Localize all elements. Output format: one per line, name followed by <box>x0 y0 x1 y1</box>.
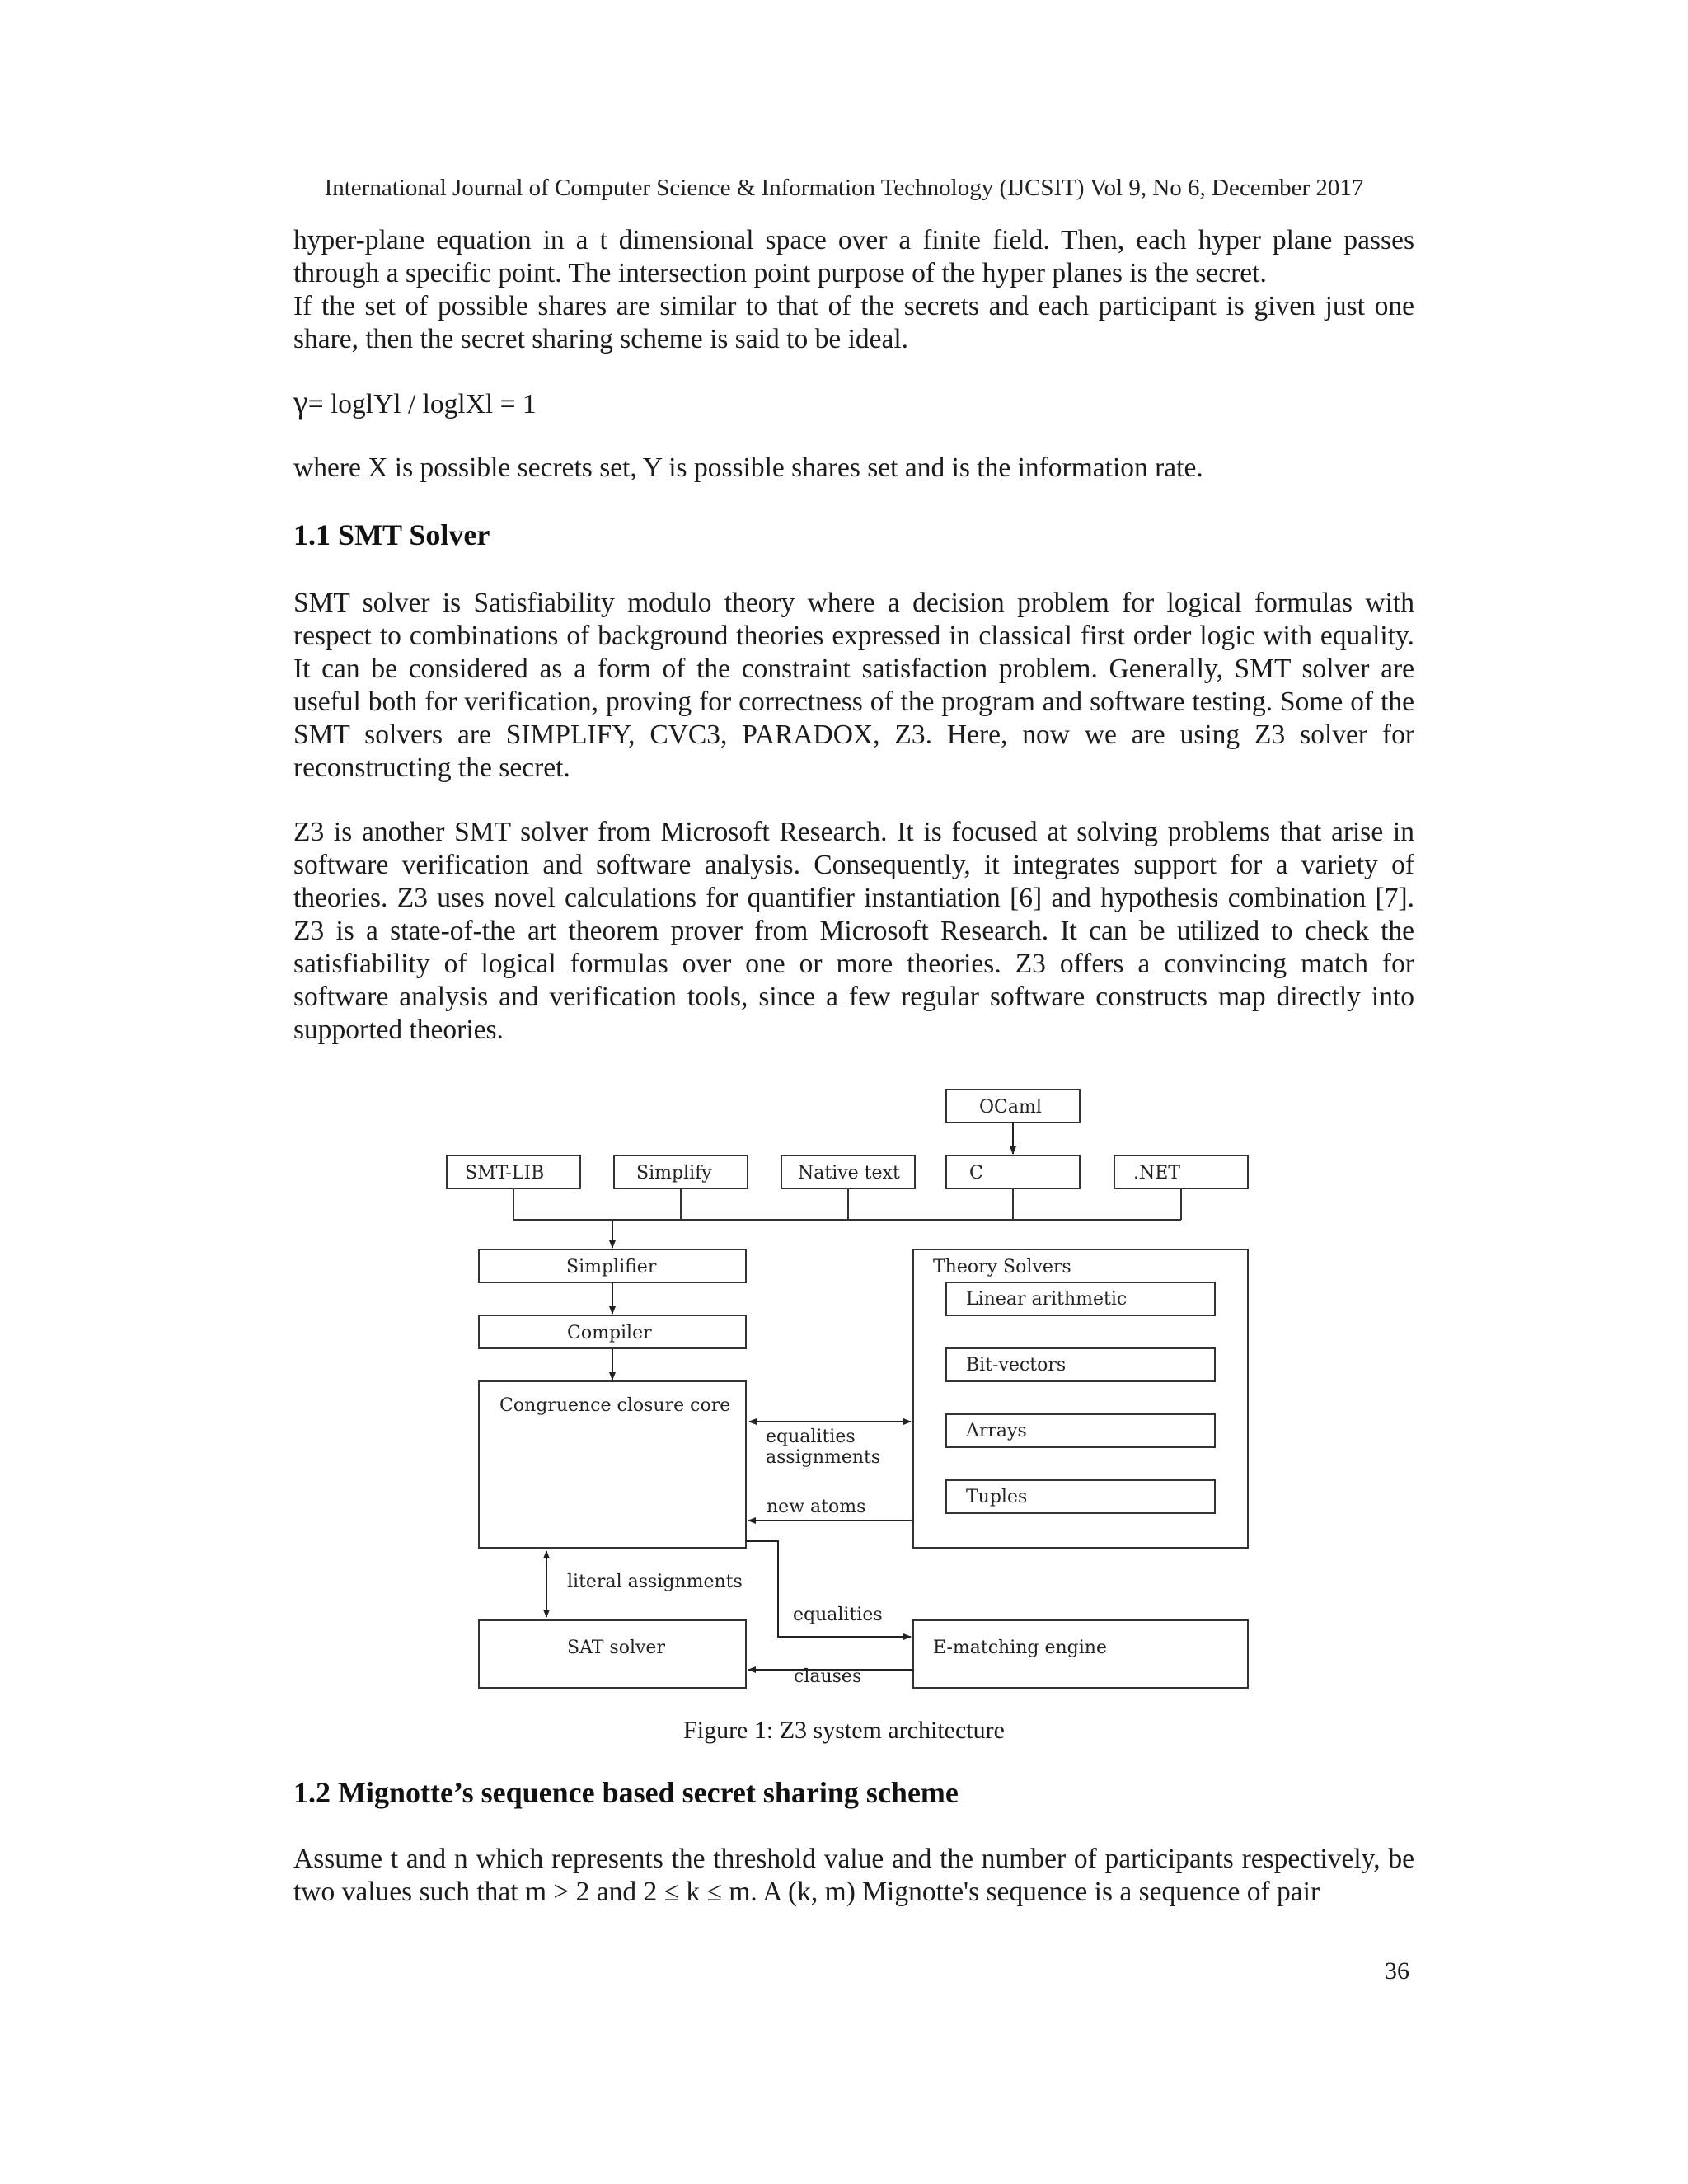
mignotte-paragraph: Assume t and n which represents the threshold value and the number of participants respectively, be two values such that m > 2 and 2 ≤ k ≤ m. A (k, m) Mignotte's sequence is a sequence of pair <box>293 1844 1414 1907</box>
input-label-native-text: Native text <box>798 1163 900 1183</box>
compiler-label: Compiler <box>567 1323 652 1343</box>
ematching-engine-label: E-matching engine <box>933 1638 1107 1658</box>
smt-paragraph-2: Z3 is another SMT solver from Microsoft Research. It is focused at solving problems that arise in software verification and software analysis. Consequently, it integrates support for a variety of theories. Z3 uses novel calculations for quantifier instantiation [6] and hypothesis combination [7]. Z3 is a state-of-the art theorem prover from Microsoft Research. It can be utilized to check the satisfiability of logical formulas over one or more theories. Z3 offers a convincing match for software analysis and verification tools, since a few regular software constructs map directly into supported theories. <box>293 817 1414 1045</box>
edge-label-literal-assignments: literal assignments <box>567 1572 743 1592</box>
theory-label-bit-vectors: Bit-vectors <box>966 1355 1067 1376</box>
formula-note: where X is possible secrets set, Y is possible shares set and is the information rate. <box>293 452 1203 483</box>
intro-paragraph-2: If the set of possible shares are similar to that of the secrets and each participant is given just one share, then the secret sharing scheme is said to be ideal. <box>293 291 1414 354</box>
section-title-mignotte: 1.2 Mignotte’s sequence based secret sharing scheme <box>293 1776 959 1809</box>
section-title-smt-solver: 1.1 SMT Solver <box>293 518 490 551</box>
edge-label-equalities-2: equalities <box>793 1605 883 1625</box>
page-number: 36 <box>1385 1957 1409 1985</box>
information-rate-formula <box>293 383 537 421</box>
journal-header: International Journal of Computer Science & Information Technology (IJCSIT) Vol 9, No 6, December 2017 <box>324 175 1364 201</box>
edge-label-clauses: clauses <box>794 1666 862 1687</box>
edge-label-equalities: equalities <box>766 1427 856 1447</box>
ocaml-label: OCaml <box>979 1097 1042 1118</box>
formula-expression: = loglYl / loglXl = 1 <box>307 389 537 419</box>
input-box-c <box>946 1155 1080 1188</box>
input-label-smt-lib: SMT-LIB <box>465 1163 545 1183</box>
theory-label-linear-arithmetic: Linear arithmetic <box>966 1289 1128 1310</box>
z3-architecture-figure <box>437 1071 1269 1698</box>
edge-label-new-atoms: new atoms <box>767 1497 866 1517</box>
input-label-simplify: Simplify <box>636 1163 712 1183</box>
intro-paragraph-1: hyper-plane equation in a t dimensional space over a finite field. Then, each hyper plane passes through a specific point. The intersection point purpose of the hyper planes is the secret. <box>293 225 1414 288</box>
sat-solver-label: SAT solver <box>567 1638 665 1658</box>
congruence-core-label: Congruence closure core <box>499 1395 731 1416</box>
input-label-c: C <box>969 1163 983 1183</box>
edge-label-assignments: assignments <box>766 1447 881 1468</box>
input-label-dotnet: .NET <box>1133 1163 1180 1183</box>
intro-text <box>293 224 1414 356</box>
figure-caption: Figure 1: Z3 system architecture <box>683 1717 1005 1744</box>
theory-label-arrays: Arrays <box>966 1421 1027 1441</box>
gamma-symbol: γ <box>293 383 308 420</box>
simplifier-label: Simplifier <box>566 1257 657 1277</box>
theory-label-tuples: Tuples <box>966 1487 1028 1507</box>
theory-solvers-label: Theory Solvers <box>933 1257 1071 1277</box>
smt-paragraph-1: SMT solver is Satisfiability modulo theory where a decision problem for logical formulas with respect to combinations of background theories expressed in classical first order logic with equality. It can be considered as a form of the constraint satisfaction problem. Generally, SMT solver are useful both for verification, proving for correctness of the program and software testing. Some of the SMT solvers are SIMPLIFY, CVC3, PARADOX, Z3. Here, now we are using Z3 solver for reconstructing the secret. <box>293 588 1414 783</box>
z3-architecture-diagram <box>437 1071 1269 1698</box>
